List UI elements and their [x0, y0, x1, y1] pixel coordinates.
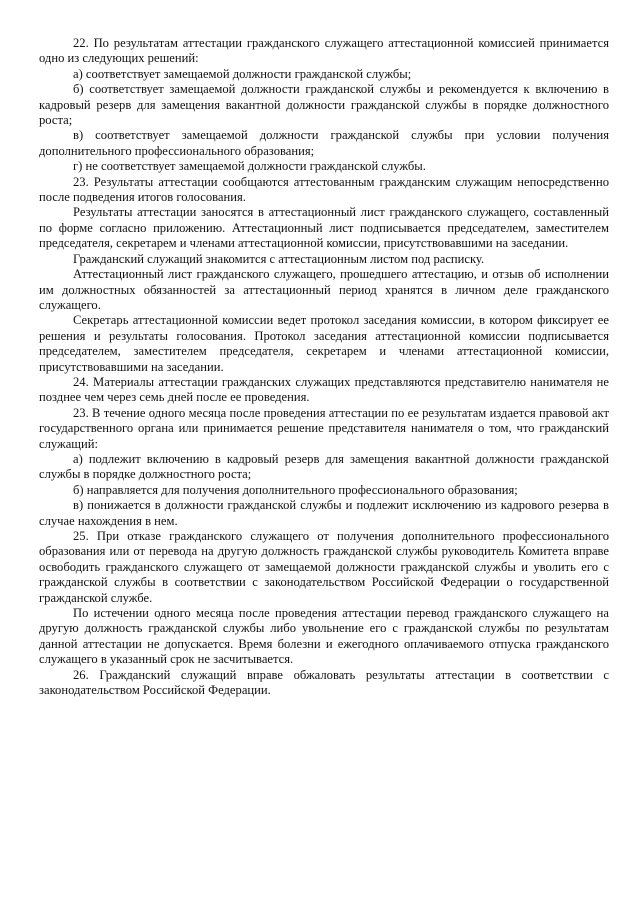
paragraph-23: 23. Результаты аттестации сообщаются аттестованным гражданским служащим непосредственно после подведения итогов голосования. [39, 174, 609, 205]
list-item-22v: в) соответствует замещаемой должности гражданской службы при условии получения дополнительного профессионального образования; [39, 128, 609, 158]
paragraph-storage: Аттестационный лист гражданского служащего, прошедшего аттестацию, и отзыв об исполнении им должностных обязанностей за аттестационный период хранятся в личном деле гражданского служащего. [39, 267, 609, 312]
paragraph-26: 26. Гражданский служащий вправе обжаловать результаты аттестации в соответствии с законодательством Российской Федерации. [39, 667, 609, 698]
paragraph-acquaintance: Гражданский служащий знакомится с аттестационным листом под расписку. [73, 251, 485, 266]
paragraph-25: 25. При отказе гражданского служащего от получения дополнительного профессионального образования или от перевода на другую должность гражданской службы руководитель Комитета вправе освободить гражданского служащего от замещаемой должности гражданской службы и уволить его с гражданской службы в соответствии с законодательством Российской Федерации о государственной гражданской службе. [39, 529, 609, 605]
document-page [39, 36, 609, 698]
paragraph-results-recorded: Результаты аттестации заносятся в аттестационный лист гражданского служащего, составленный по форме согласно приложению. Аттестационный лист подписывается председателем, заместителем председателя, секретарем и членами аттестационной комиссии, присутствовавшими на заседании. [39, 205, 609, 251]
paragraph-secretary: Секретарь аттестационной комиссии ведет протокол заседания комиссии, в котором фиксирует ее решения и результаты голосования. Протокол заседания аттестационной комиссии подписывается председателем, заместителем председателя, секретарем и членами аттестационной комиссии, присутствовавшими на заседании. [39, 313, 609, 374]
list-item-23b: б) направляется для получения дополнительного профессионального образования; [73, 482, 518, 497]
paragraph-22: 22. По результатам аттестации гражданского служащего аттестационной комиссией принимается одно из следующих решений: [39, 36, 609, 66]
paragraph-one-month: По истечении одного месяца после проведения аттестации перевод гражданского служащего на другую должность гражданской службы либо увольнение его с гражданской службы по результатам данной аттестации не допускается. Время болезни и ежегодного оплачиваемого отпуска гражданского служащего в указанный срок не засчитывается. [39, 606, 609, 667]
list-item-22a: а) соответствует замещаемой должности гражданской службы; [73, 66, 412, 81]
list-item-22g: г) не соответствует замещаемой должности гражданской службы. [73, 159, 426, 174]
list-item-23a: а) подлежит включению в кадровый резерв для замещения вакантной должности гражданской службы в порядке должностного роста; [39, 451, 609, 482]
list-item-23v: в) понижается в должности гражданской службы и подлежит исключению из кадрового резерва в случае нахождения в нем. [39, 498, 609, 528]
paragraph-23-second: 23. В течение одного месяца после проведения аттестации по ее результатам издается правовой акт государственного органа или принимается решение представителя нанимателя о том, что гражданский служащий: [39, 405, 609, 451]
list-item-22b: б) соответствует замещаемой должности гражданской службы и рекомендуется к включению в кадровый резерв для замещения вакантной должности гражданской службы в порядке должностного роста; [39, 82, 609, 128]
paragraph-24: 24. Материалы аттестации гражданских служащих представляются представителю нанимателя не позднее чем через семь дней после ее проведения. [39, 374, 609, 405]
